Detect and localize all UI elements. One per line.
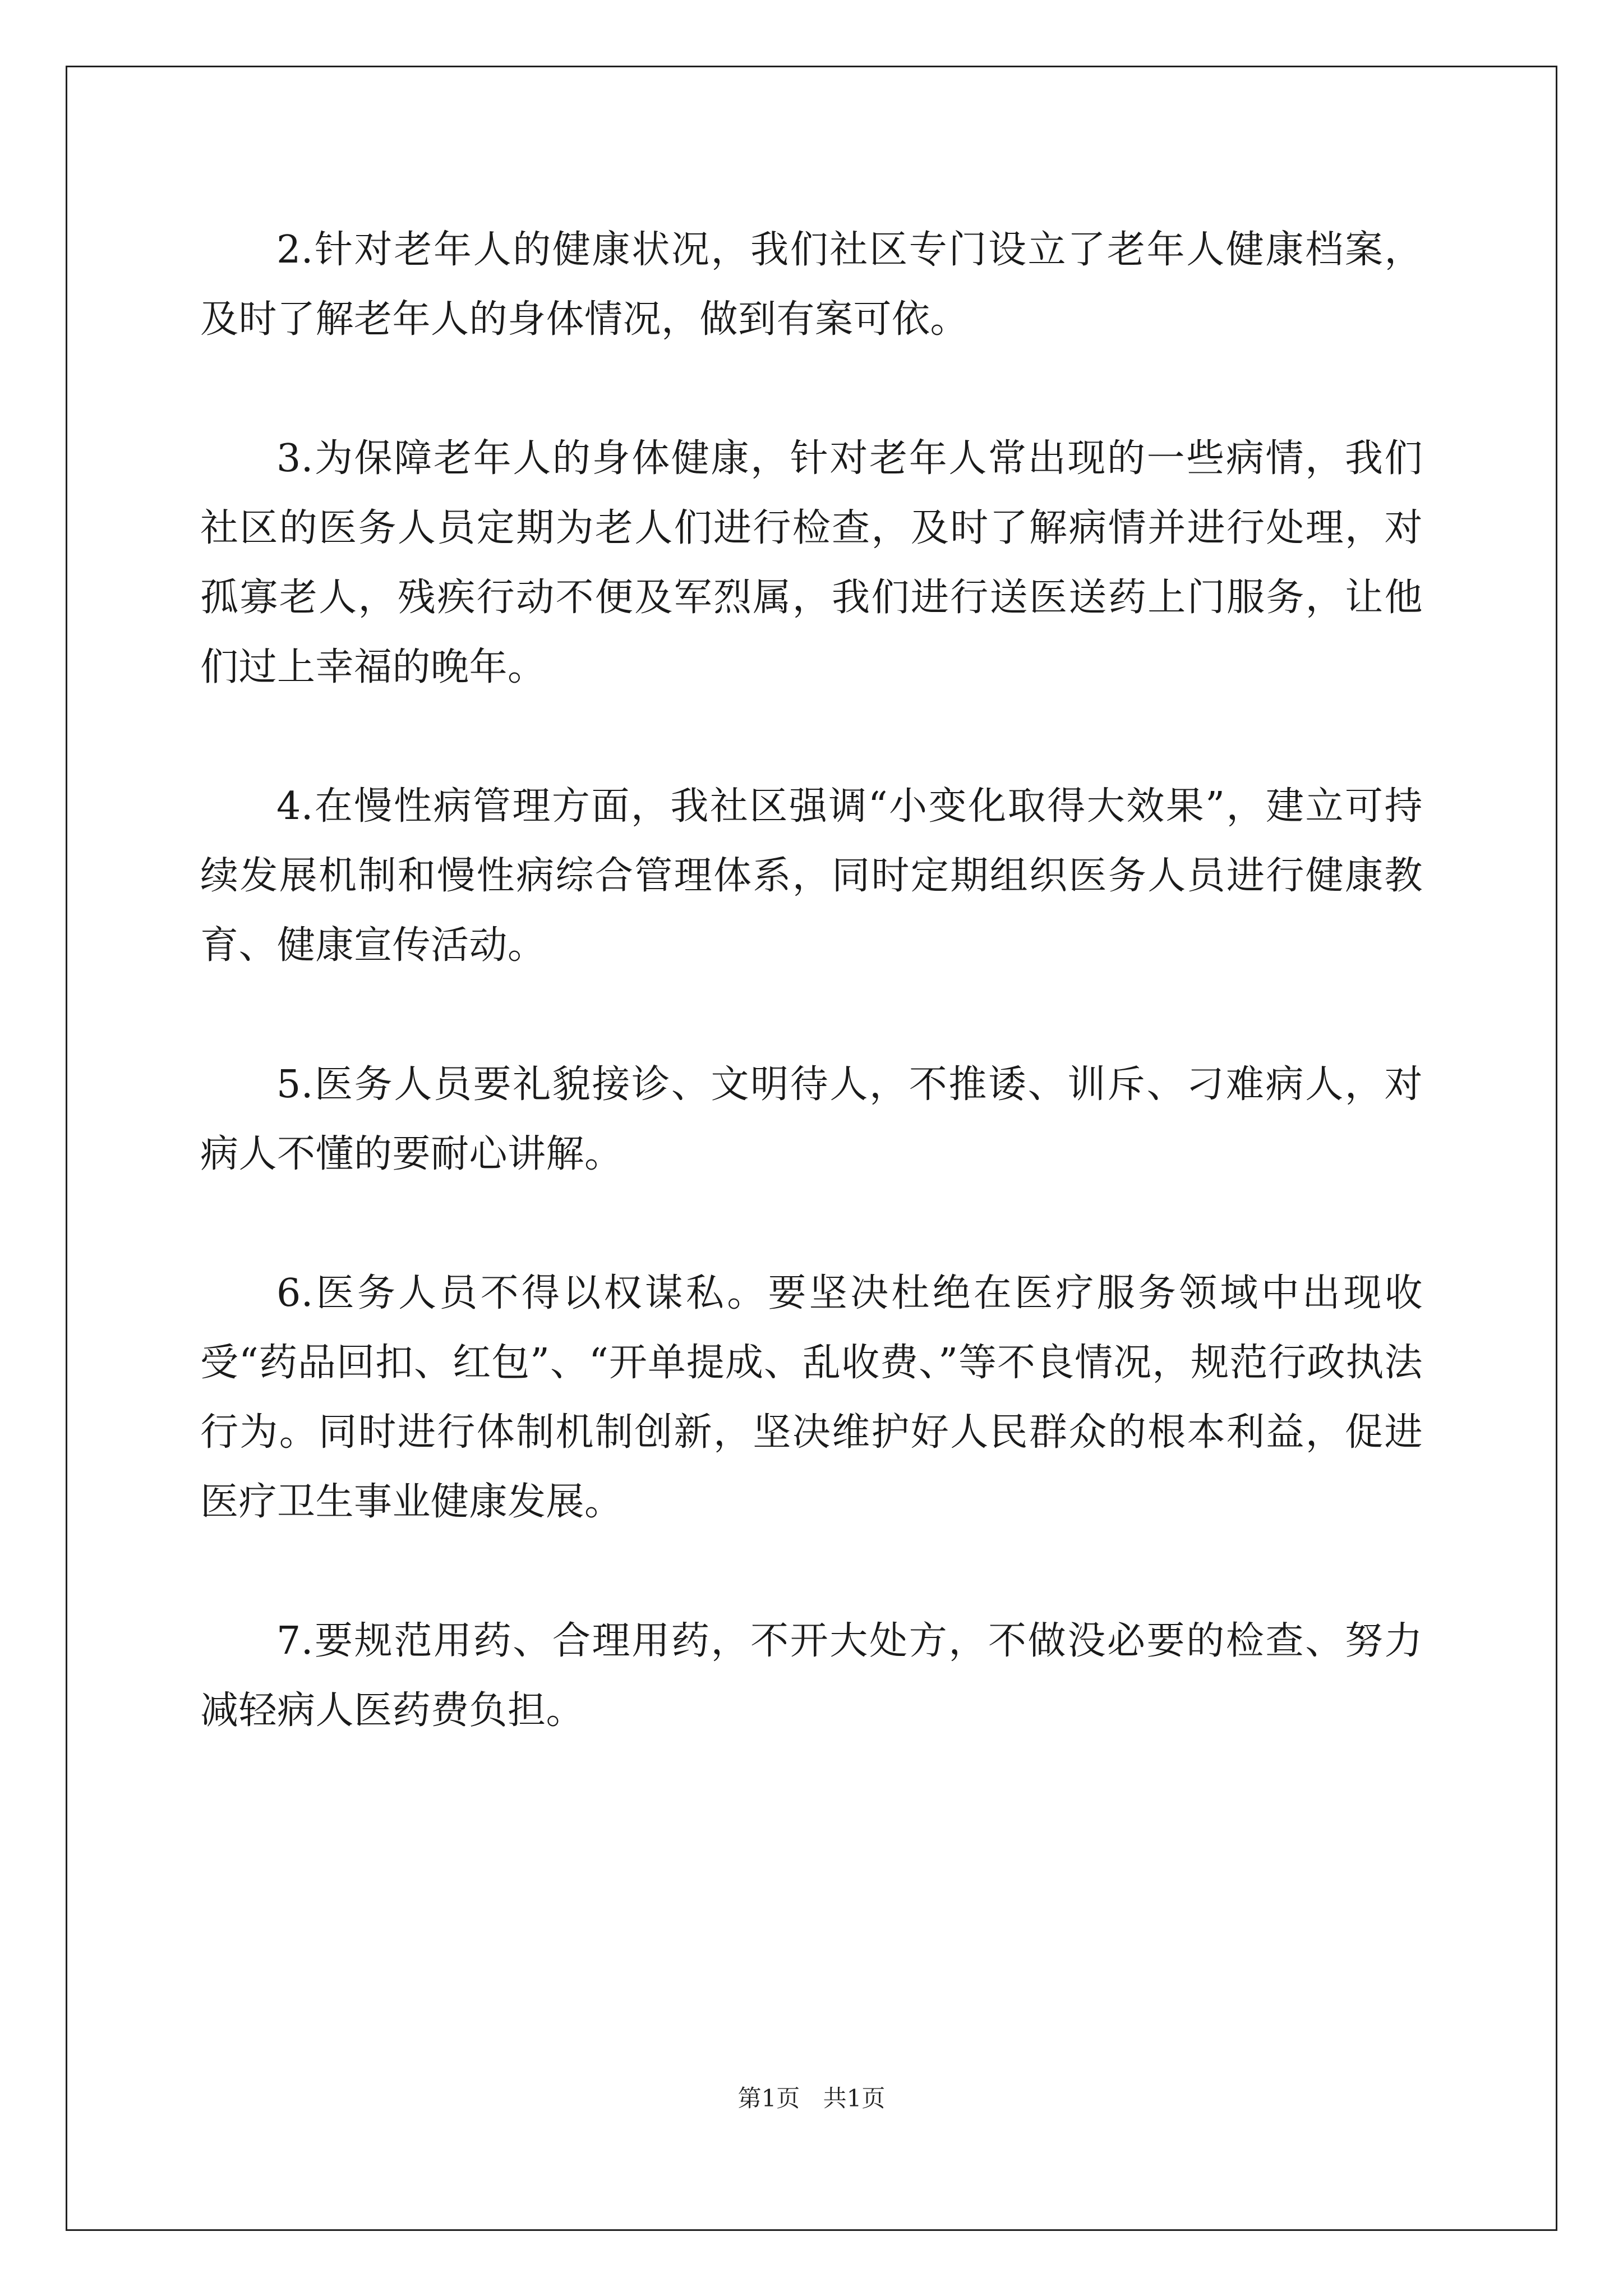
page-footer — [0, 2080, 1623, 2114]
paragraph-4: 4.在慢性病管理方面，我社区强调“小变化取得大效果”，建立可持续发展机制和慢性病综合管理体系，同时定期组织医务人员进行健康教育、健康宣传活动。 — [200, 784, 1423, 968]
paragraph-5: 5.医务人员要礼貌接诊、文明待人，不推诿、训斥、刁难病人，对病人不懂的要耐心讲解。 — [200, 1062, 1423, 1176]
page-number: 第1页 — [737, 2085, 800, 2112]
page-total: 共1页 — [823, 2085, 886, 2112]
paragraph-2: 2.针对老年人的健康状况，我们社区专门设立了老年人健康档案，及时了解老年人的身体情况，做到有案可依。 — [200, 228, 1423, 342]
paragraph-3: 3.为保障老年人的身体健康，针对老年人常出现的一些病情，我们社区的医务人员定期为老人们进行检查，及时了解病情并进行处理，对孤寡老人，残疾行动不便及军烈属，我们进行送医送药上门服务，让他们过上幸福的晚年。 — [200, 436, 1423, 689]
paragraph-7: 7.要规范用药、合理用药，不开大处方，不做没必要的检查、努力减轻病人医药费负担。 — [200, 1619, 1423, 1733]
paragraph-6: 6.医务人员不得以权谋私。要坚决杜绝在医疗服务领域中出现收受“药品回扣、红包”、“开单提成、乱收费、”等不良情况，规范行政执法行为。同时进行体制机制创新，坚决维护好人民群众的根本利益，促进医疗卫生事业健康发展。 — [200, 1271, 1423, 1524]
document-body — [200, 215, 1423, 1815]
